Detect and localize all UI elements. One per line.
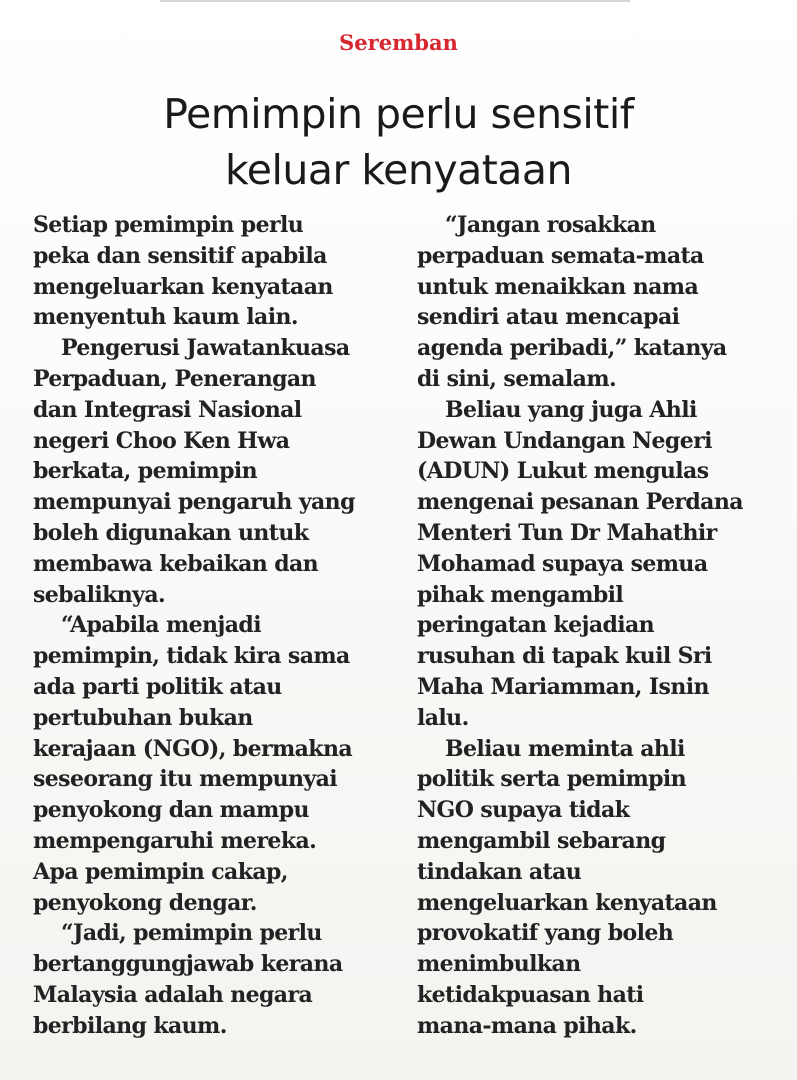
text-line: kerajaan (NGO), bermakna [33, 735, 353, 762]
text-line: pertubuhan bukan [33, 704, 253, 731]
text-line: mengenai pesanan Perdana [417, 489, 743, 516]
text-line: penyokong dan mampu [33, 797, 309, 824]
article-paragraph [33, 918, 399, 1041]
text-line: tindakan atau [417, 858, 582, 885]
text-line: sendiri atau mencapai [417, 304, 680, 331]
text-line: menimbulkan [417, 951, 581, 978]
text-line: di sini, semalam. [417, 365, 617, 392]
article-column-left [33, 210, 399, 1042]
text-line: politik serta pemimpin [417, 766, 687, 793]
text-line: NGO supaya tidak [417, 797, 630, 824]
section-label: Seremban [339, 30, 458, 55]
text-line: “Jadi, pemimpin perlu [61, 920, 322, 947]
text-line: seseorang itu mempunyai [33, 766, 338, 793]
text-line: boleh digunakan untuk [33, 519, 309, 546]
text-line: mempengaruhi mereka. [33, 827, 317, 854]
top-divider [160, 0, 630, 2]
text-line: mengeluarkan kenyataan [417, 889, 717, 916]
text-line: rusuhan di tapak kuil Sri [417, 643, 712, 670]
headline-line-1: Pemimpin perlu sensitif [163, 90, 634, 138]
article-paragraph [417, 395, 777, 734]
text-line: dan Integrasi Nasional [33, 396, 302, 423]
text-line: membawa kebaikan dan [33, 550, 319, 577]
text-line: Perpaduan, Penerangan [33, 365, 316, 392]
text-line: negeri Choo Ken Hwa [33, 427, 290, 454]
article-paragraph [33, 210, 399, 333]
article-paragraph [33, 333, 399, 610]
text-line: ada parti politik atau [33, 673, 282, 700]
text-line: mengambil sebarang [417, 827, 666, 854]
article-paragraph [417, 734, 777, 1042]
text-line: bertanggungjawab kerana [33, 951, 343, 978]
text-line: “Jangan rosakkan [445, 212, 656, 238]
text-line: Malaysia adalah negara [33, 981, 313, 1008]
text-line: berbilang kaum. [33, 1012, 227, 1039]
text-line: Maha Mariamman, Isnin [417, 673, 709, 700]
text-line: Dewan Undangan Negeri [417, 427, 712, 454]
article-paragraph [417, 210, 777, 395]
text-line: Pengerusi Jawatankuasa [61, 335, 350, 362]
text-line: Menteri Tun Dr Mahathir [417, 519, 717, 546]
text-line: provokatif yang boleh [417, 920, 674, 947]
text-line: mempunyai pengaruh yang [33, 489, 355, 516]
text-line: peringatan kejadian [417, 612, 655, 639]
text-line: perpaduan semata-mata [417, 242, 704, 269]
text-line: pihak mengambil [417, 581, 624, 608]
text-line: berkata, pemimpin [33, 458, 258, 485]
article-column-right [417, 210, 777, 1042]
text-line: Beliau meminta ahli [445, 735, 685, 762]
text-line: sebaliknya. [33, 581, 166, 608]
text-line: Mohamad supaya semua [417, 550, 708, 577]
text-line: Beliau yang juga Ahli [445, 396, 697, 423]
text-line: Apa pemimpin cakap, [33, 858, 288, 885]
text-line: lalu. [417, 704, 469, 731]
headline-line-2: keluar kenyataan [224, 146, 573, 194]
text-line: untuk menaikkan nama [417, 273, 699, 300]
text-line: “Apabila menjadi [61, 612, 261, 639]
text-line: agenda peribadi,” katanya [417, 335, 727, 362]
text-line: mana-mana pihak. [417, 1012, 637, 1039]
text-line: Setiap pemimpin perlu [33, 212, 304, 238]
article-paragraph [33, 610, 399, 918]
text-line: penyokong dengar. [33, 889, 257, 916]
text-line: mengeluarkan kenyataan [33, 273, 333, 300]
text-line: peka dan sensitif apabila [33, 242, 327, 269]
text-line: pemimpin, tidak kira sama [33, 643, 350, 670]
text-line: (ADUN) Lukut mengulas [417, 458, 709, 485]
text-line: ketidakpuasan hati [417, 981, 644, 1008]
headline [0, 86, 797, 198]
text-line: menyentuh kaum lain. [33, 304, 298, 331]
